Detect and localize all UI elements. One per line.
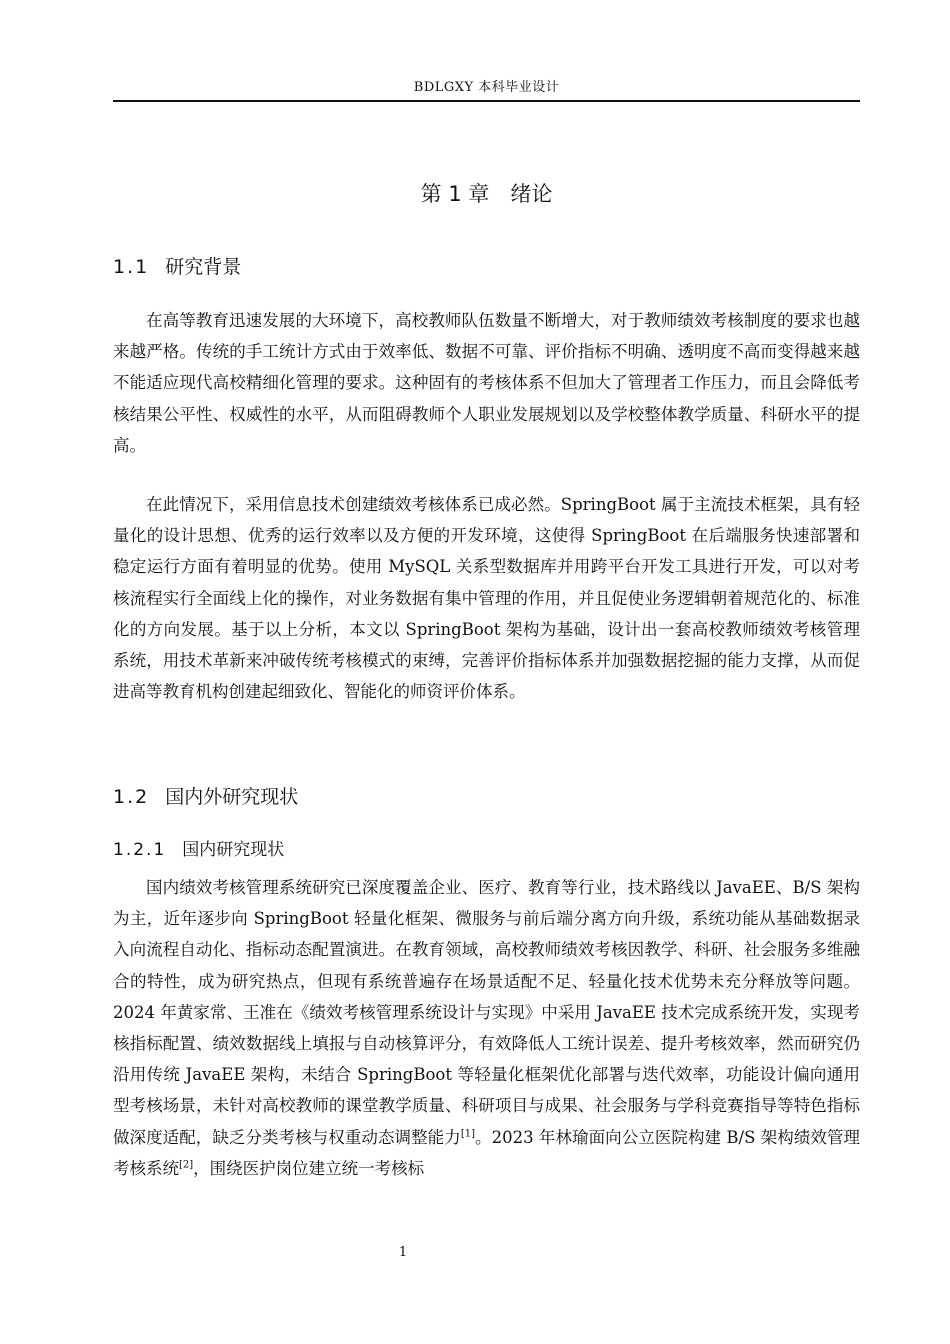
subsection-number: 1.2.1: [113, 840, 167, 860]
page-number: 1: [398, 1245, 408, 1260]
section-heading-1-2: [113, 782, 298, 809]
paragraph-text: 。2023 年林瑜面向公立医院构建 B/S 架构绩效管理考核系统: [113, 1127, 861, 1178]
subsection-title: 国内研究现状: [182, 840, 285, 860]
section-heading-1-1: [113, 252, 241, 279]
section-title: 研究背景: [165, 256, 242, 278]
section-number: 1.1: [113, 256, 150, 278]
section-number: 1.2: [113, 786, 150, 808]
chapter-title: 第 1 章 绪论: [420, 182, 553, 206]
section-title: 国内外研究现状: [165, 786, 299, 808]
paragraph-text: ，围绕医护岗位建立统一考核标: [193, 1158, 425, 1178]
header-rule: [113, 100, 860, 102]
paragraph-background-2: 在此情况下，采用信息技术创建绩效考核体系已成必然。SpringBoot 属于主流技术框架，具有轻量化的设计思想、优秀的运行效率以及方便的开发环境，这使得 SpringBoot 在后端服务快速部署和稳定运行方面有着明显的优势。使用 MySQL 关系型数据库并用跨平台开发工具进行开发，可以对考核流程实行全面线上化的操作，对业务数据有集中管理的作用，并且促使业务逻辑朝着规范化的、标准化的方向发展。基于以上分析，本文以 SpringBoot 架构为基础，设计出一套高校教师绩效考核管理系统，用技术革新来冲破传统考核模式的束缚，完善评价指标体系并加强数据挖掘的能力支撑，从而促进高等教育机构创建起细致化、智能化的师资评价体系。: [113, 495, 860, 702]
paragraph-domestic-research: [113, 872, 860, 1184]
paragraph-text: 国内绩效考核管理系统研究已深度覆盖企业、医疗、教育等行业，技术路线以 JavaEE、B/S 架构为主，近年逐步向 SpringBoot 轻量化框架、微服务与前后端分离方向升级，系统功能从基础数据录入向流程自动化、指标动态配置演进。在教育领域，高校教师绩效考核因教学、科研、社会服务多维融合的特性，成为研究热点，但现有系统普遍存在场景适配不足、轻量化技术优势未充分释放等问题。2024 年黄家常、王准在《绩效考核管理系统设计与实现》中采用 JavaEE 技术完成系统开发，实现考核指标配置、绩效数据线上填报与自动核算评分，有效降低人工统计误差、提升考核效率，然而研究仍沿用传统 JavaEE 架构，未结合 SpringBoot 等轻量化框架优化部署与迭代效率，功能设计偏向通用型考核场景，未针对高校教师的课堂教学质量、科研项目与成果、社会服务与学科竞赛指导等特色指标做深度适配，缺乏分类考核与权重动态调整能力: [113, 878, 860, 1147]
subsection-heading-1-2-1: [113, 835, 284, 860]
citation-1: [1]: [460, 1128, 475, 1140]
paragraph-background-1: 在高等教育迅速发展的大环境下，高校教师队伍数量不断增大，对于教师绩效考核制度的要求也越来越严格。传统的手工统计方式由于效率低、数据不可靠、评价指标不明确、透明度不高而变得越来越不能适应现代高校精细化管理的要求。这种固有的考核体系不但加大了管理者工作压力，而且会降低考核结果公平性、权威性的水平，从而阻碍教师个人职业发展规划以及学校整体教学质量、科研水平的提高。: [113, 311, 860, 455]
running-header: BDLGXY 本科毕业设计: [413, 80, 560, 95]
citation-2: [2]: [179, 1159, 194, 1171]
